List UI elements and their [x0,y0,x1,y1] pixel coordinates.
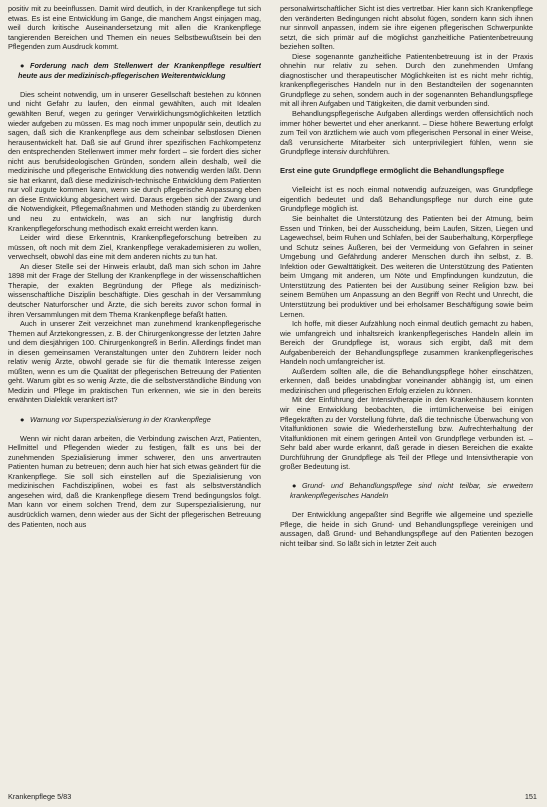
paragraph: Mit der Einführung der Intensivtherapie in den Krankenhäusern konnten wir eine Entwicklung beobachten, die irrtümlicherweise bei einigen Pflegekräften zu der Vorstellung führte, daß die technische Überwachung von Vitalfunktionen sowie die Wiederherstellung bzw. Aufrechterhaltung der Vitalfunktionen mit einem geringen Anteil von Grundpflege verbunden ist. – Sehr bald aber wurde erkannt, daß gerade in diesen Bereichen die exakte Durchführung der Grundpflege als Teil der Pflege und Intensivtherapie von großer Bedeutung ist. [280,395,533,472]
paragraph: Sie beinhaltet die Unterstützung des Patienten bei der Atmung, beim Essen und Trinken, bei der Ausscheidung, beim Laufen, Sitzen, Liegen und Lagewechsel, beim Ruhen und Schlafen, bei der Sauberhaltung, Körperpflege und Schutz seines Äußeren, bei der Vermeidung von Gefahren in seiner Umgebung und Gefährdung anderer Menschen durch ihn selbst, z. B. Infektion oder Gewalttätigkeit. Des weiteren die Unterstützung des Patienten beim Umgang mit anderen, um Nöte und Empfindungen kundzutun, die Unterstützung des Patienten bei der Ausübung seiner Religion bzw. bei seinem Bemühen um Anpassung an den Begriff von Recht und Unrecht, die Unterstützung bei produktiver und bei erholsamer Beschäftigung sowie beim Lernen. [280,214,533,319]
paragraph: positiv mit zu beeinflussen. Damit wird deutlich, in der Krankenpflege tut sich etwas. Es ist eine Entwicklung im Gange, die manchem Angst einjagen mag, weil durch kritische Auseinandersetzung mit allen die Krankenpflege tangierenden Bereichen und Themen ein neues Selbstbewußtsein bei den Pflegenden zum Ausdruck kommt. [8,4,261,52]
paragraph: personalwirtschaftlicher Sicht ist dies vertretbar. Hier kann sich Krankenpflege den veränderten Bedingungen nicht absolut fügen, sondern kann sich ihnen nur sinnvoll anpassen, indem sie ihre eigenen pflegerischen Schwerpunkte setzt, die sich primär auf die möglichst ganzheitliche Patientenbetreuung beziehen sollten. [280,4,533,52]
page-footer [8,792,537,801]
page-number: 151 [524,792,537,801]
paragraph: Vielleicht ist es noch einmal notwendig aufzuzeigen, was Grundpflege eigentlich bedeutet und daß Behandlungspflege nur durch eine gute Grundpflege möglich ist. [280,185,533,214]
paragraph: Außerdem sollten alle, die die Behandlungspflege höher einschätzen, erkennen, daß beides unabdingbar voneinander abhängig ist, um einen medizinischen und pflegerischen Erfolg erzielen zu können. [280,366,533,395]
bullet-heading: ● Warnung vor Superspezialisierung in der Krankenpflege [8,415,261,425]
paragraph: Auch in unserer Zeit verzeichnet man zunehmend krankenpflegerische Themen auf Ärztekongressen, z. B. der Chirurgenkongresse der letzten Jahre und dem diesjährigen 100. Chirurgenkongreß in Berlin. Allerdings findet man in diesen gemeinsamen Veranstaltungen unter den Zuhörern leider noch relativ wenig Ärzte, obwohl gerade sie für die thematik Interesse zeigen müßten, wenn es um die Qualität der pflegerischen Betreuung der Patienten geht. Warum gibt es so wenig Ärzte, die die selbstverständliche Bindung von Medizin und Pflege im praktischen Tun erkennen, wie sie in den bereits erwähnten Dialektik verankert ist? [8,319,261,405]
section-heading: Erst eine gute Grundpflege ermöglicht die Behandlungspflege [280,166,505,176]
bullet-heading: ● Grund- und Behandlungspflege sind nicht teilbar, sie erweitern krankenpflegerisches Handeln [280,481,533,500]
paragraph: Dies scheint notwendig, um in unserer Gesellschaft bestehen zu können und nicht Gefahr zu laufen, den einmal gewählten, auch mit Idealen gewählten Beruf, wegen zu geringer Verwirklichungsmöglichkeiten letztlich wieder aufgeben zu müssen. Es mag noch immer unpopulär sein, deutlich zu sagen, daß sich die Krankenpflege aus dem scheinbar selbstlosen Dienen herausentwickelt hat. Daß sie auf Grund ihrer spezifischen Fachkompetenz den entsprechenden Stellenwert immer mehr fordert – sie fordert dies sicher nicht aus berufsideologischen Gründen, sondern allein deshalb, weil die medizinische und pflegerische Entwicklung dies notwendig werden läßt. Denn sie hat erkannt, daß diese medizinisch-technische Entwicklung dem Patienten nur voll zugute kommen kann, wenn sie durch pflegerische Anpassung eben an diese Entwicklung abgesichert wird. Daraus ergeben sich der Zwang und die Notwendigkeit, Pflegemaßnahmen und Methoden ständig zu überdenken und neu zu entwickeln, was an sich nur langfristig durch Krankenpflegeforschung methodisch exakt erreicht werden kann. [8,89,261,233]
paragraph: Ich hoffe, mit dieser Aufzählung noch einmal deutlich gemacht zu haben, wie umfangreich und inhaltsreich krankenpflegerisches Handeln allein im Bereich der Grundpflege ist, woraus sich ergibt, daß mit dem Aufgabenbereich der Behandlungspflege zusammen krankenpflegerisches Handeln noch umfangreicher ist. [280,319,533,367]
right-column [280,4,533,781]
paragraph: Wenn wir nicht daran arbeiten, die Verbindung zwischen Arzt, Patienten, Hellmittel und Pflegenden wieder zu festigen, fällt es uns bei der zunehmenden Spezialisierung immer schwerer, den uns anvertrauten Patienten human zu betreuen; denn auch hier hat sich etwas geändert für die Krankenpflege. Sie soll sich einstellen auf die Spezialisierung von medizinischen Fachdisziplinen, wobei es fast als selbstverständlich angesehen wird, daß die Krankenpflege diesem Trend bedingungslos folgt. Man kann vor einem solchen Trend, dem zur Superspezialisierung, nur ausdrücklich warnen, denn wieder aus der Sicht der pflegerischen Betreuung des Patienten, noch aus [8,433,261,529]
left-column [8,4,261,781]
paragraph: Behandlungspflegerische Aufgaben allerdings werden offensichtlich noch immer höher bewertet und eher anerkannt. – Diese höhere Bewertung erfolgt zum Teil von ärztlichem wie auch vom pflegerischen Personal in einer Weise, daß verunsicherte Mitarbeiter sich unterprivilegiert fühlen, wenn sie Grundpflege intensiv durchführen. [280,109,533,157]
paragraph: Der Entwicklung angepaßter sind Begriffe wie allgemeine und spezielle Pflege, die heide in sich Grund- und Behandlungspflege vereinigen und aussagen, daß Grund- und Behandlungspflege auf den Patienten bezogen nicht teilbar sind. So läßt sich in letzter Zeit auch [280,509,533,548]
paragraph: Diese sogenannte ganzheitliche Patientenbetreuung ist in der Praxis ohnehin nur relativ zu sehen. Durch den zunehmenden Umfang diagnostischer und therapeutischer Möglichkeiten ist es nicht mehr richtig, krankenpflegerisches Handeln nur in den Bestandteilen der sogenannten Grundpflege zu sehen, sondern auch in der sogenannten Behandlungspflege mit all ihren Aufgaben und Tätigkeiten, die damit verbunden sind. [280,51,533,109]
journal-issue: Krankenpflege 5/83 [8,792,72,801]
paragraph: Leider wird diese Erkenntnis, Krankenpflegeforschung betreiben zu müssen, oft noch mit dem Ziel, Krankenpflege verakademisieren zu wollen, verwechselt, obwohl das eine mit dem anderen nichts zu tun hat. [8,233,261,262]
paragraph: An dieser Stelle sei der Hinweis erlaubt, daß man sich schon im Jahre 1898 mit der Frage der Stellung der Krankenpflege in der wissenschaftlichen Therapie, der exakten Begründung der Pflege als medizinisch-wissenschaftliche Disziplin beschäftigte. Dies geschah in der Versammlung deutscher Naturforscher und Ärzte, die sich bereits zuvor schon formal in ihren Versammlungen mit dem Thema Krankenpflege befaßt hatten. [8,261,261,319]
bullet-heading: ● Forderung nach dem Stellenwert der Krankenpflege resultiert heute aus der medizinisch-pflegerischen Weiterentwicklung [8,61,261,80]
